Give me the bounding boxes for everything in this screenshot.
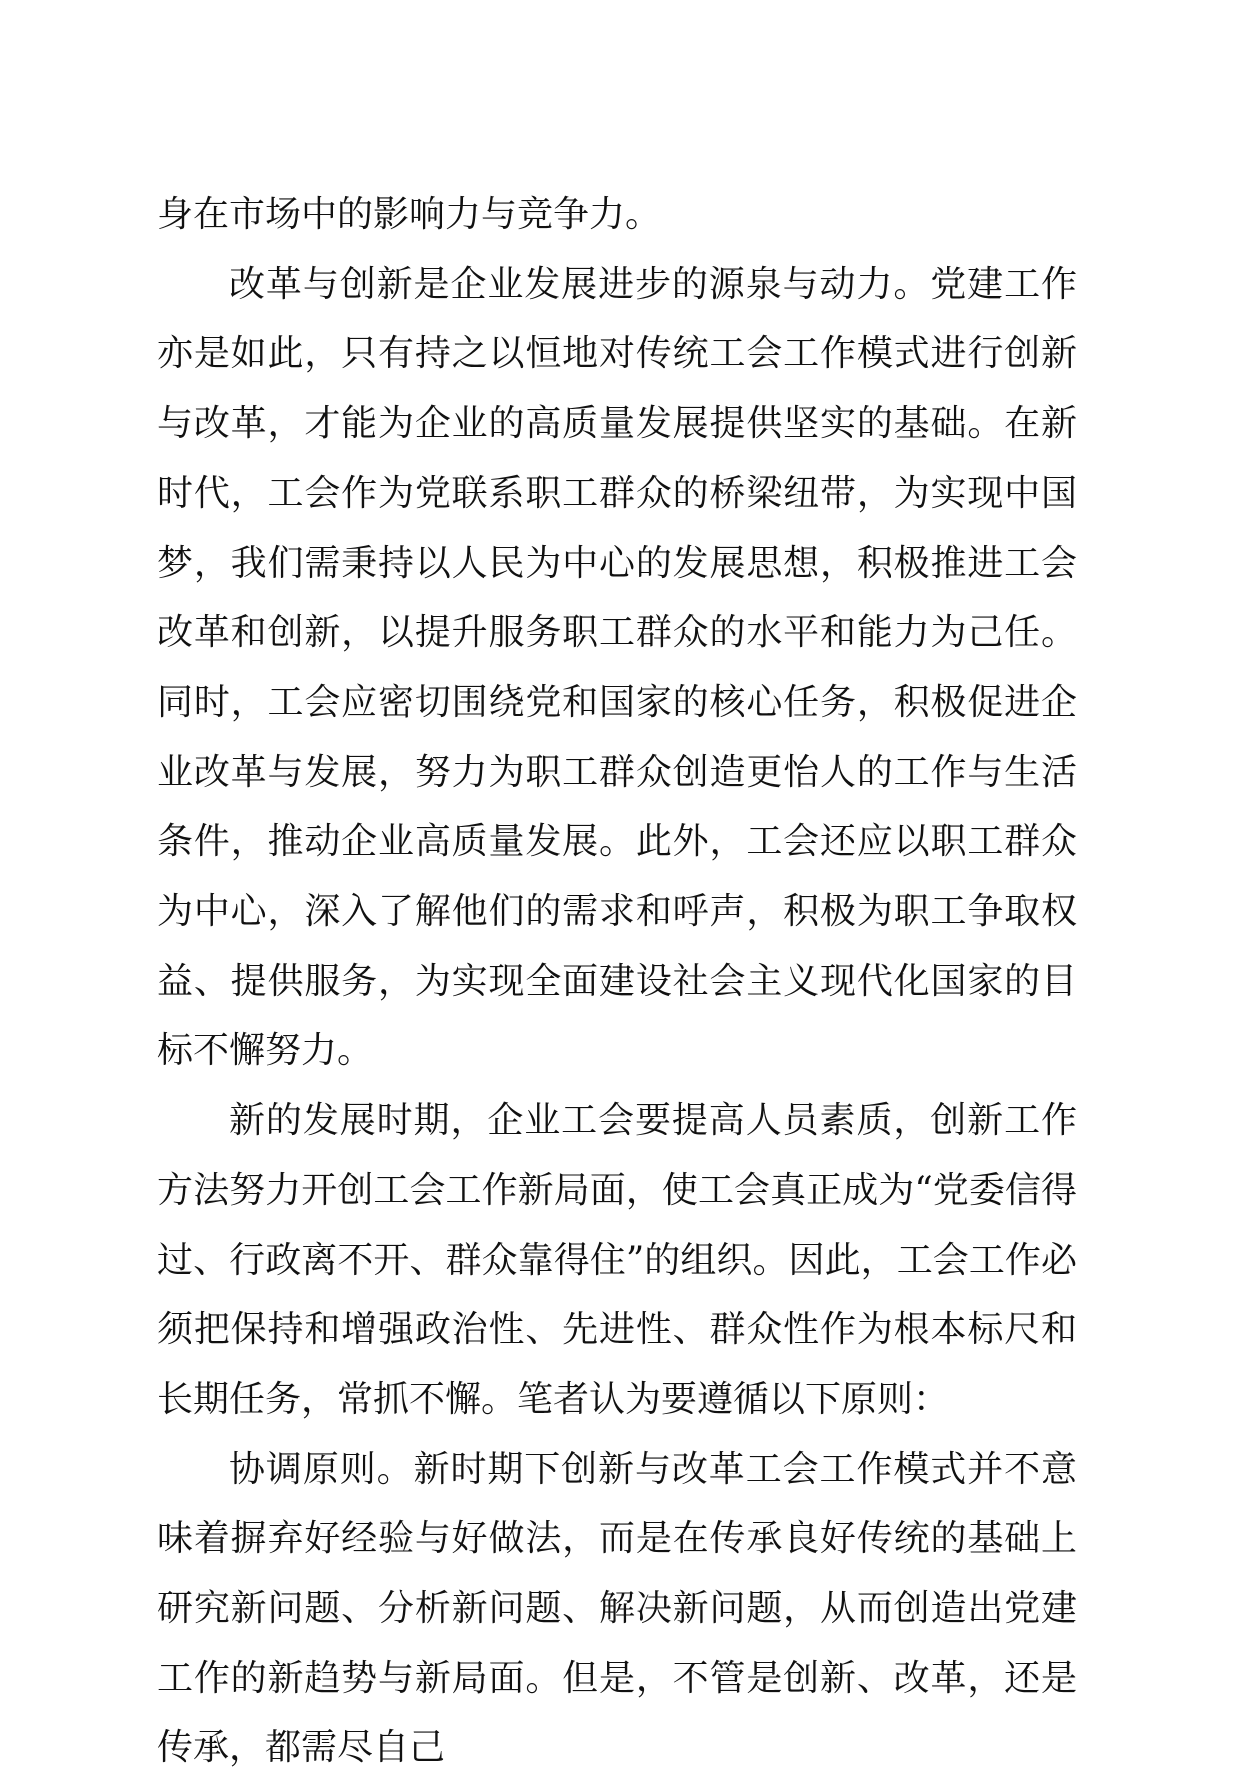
paragraph-coordination-principle: 协调原则。新时期下创新与改革工会工作模式并不意味着摒弃好经验与好做法，而是在传承良好传统的基础上研究新问题、分析新问题、解决新问题，从而创造出党建工作的新趋势与新局面。但是，不管是创新、改革，还是传承，都需尽自己 <box>157 1448 1077 1769</box>
paragraph-new-development-period: 新的发展时期，企业工会要提高人员素质，创新工作方法努力开创工会工作新局面，使工会真正成为“党委信得过、行政离不开、群众靠得住”的组织。因此，工会工作必须把保持和增强政治性、先进性、群众性作为根本标尺和长期任务，常抓不懈。笔者认为要遵循以下原则： <box>157 1100 1077 1420</box>
document-body <box>157 180 1077 1783</box>
paragraph-reform-innovation: 改革与创新是企业发展进步的源泉与动力。党建工作亦是如此，只有持之以恒地对传统工会工作模式进行创新与改革，才能为企业的高质量发展提供坚实的基础。在新时代，工会作为党联系职工群众的桥梁纽带，为实现中国梦，我们需秉持以人民为中心的发展思想，积极推进工会改革和创新，以提升服务职工群众的水平和能力为己任。同时，工会应密切围绕党和国家的核心任务，积极促进企业改革与发展，努力为职工群众创造更怡人的工作与生活条件，推动企业高质量发展。此外，工会还应以职工群众为中心，深入了解他们的需求和呼声，积极为职工争取权益、提供服务，为实现全面建设社会主义现代化国家的目标不懈努力。 <box>157 263 1077 1072</box>
paragraph-continuation: 身在市场中的影响力与竞争力。 <box>157 194 662 235</box>
